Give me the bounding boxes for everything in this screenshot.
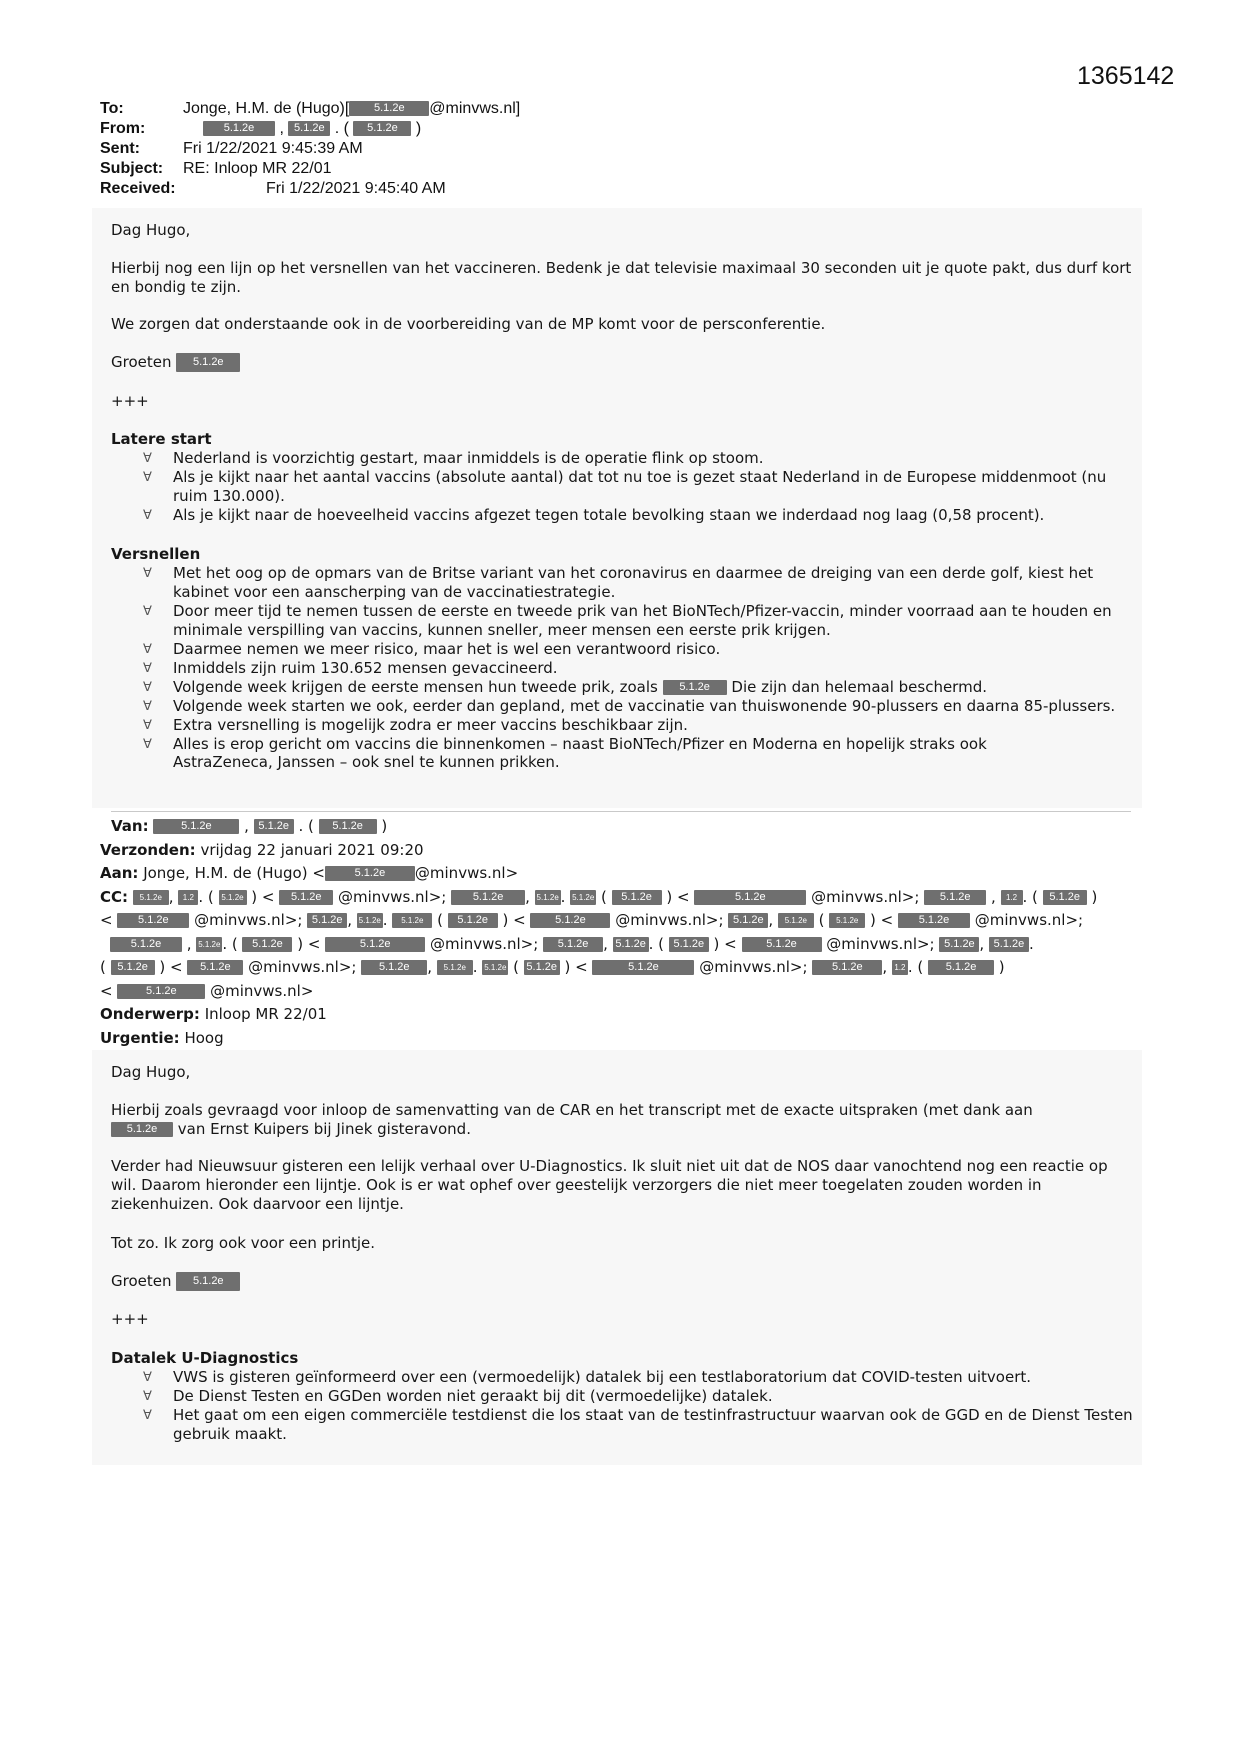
list-item: ∀ De Dienst Testen en GGDen worden niet geraakt bij dit (vermoedelijke) datalek. bbox=[143, 1387, 773, 1405]
bullet-icon: ∀ bbox=[143, 642, 152, 657]
redaction: 5.1.2e bbox=[530, 913, 610, 928]
redaction: 5.1.2e bbox=[203, 121, 275, 136]
list-item: ∀ Volgende week starten we ook, eerder dan gepland, met de vaccinatie van thuiswonende 90-plussers en daarna 85-plussers. bbox=[143, 697, 1116, 715]
redaction: 5.1.2e bbox=[254, 819, 294, 834]
list-item-continuation: AstraZeneca, Janssen – ook snel te kunnen prikken. bbox=[173, 753, 560, 771]
redaction: 5.1.2e bbox=[448, 913, 498, 928]
bullet-icon: ∀ bbox=[143, 680, 152, 695]
list-item: ∀ Het gaat om een eigen commerciële testdienst die los staat van de testinfrastructuur waarvan ook de GGD en de Dienst Testen gebruik maakt. bbox=[143, 1406, 1133, 1443]
redaction: 5.1.2e bbox=[482, 960, 508, 975]
redaction: 1.2 bbox=[892, 960, 908, 975]
redaction: 5.1.2e bbox=[307, 913, 347, 928]
redaction: 5.1.2e bbox=[989, 937, 1029, 952]
section-title: Versnellen bbox=[111, 545, 201, 563]
redaction: 5.1.2e bbox=[928, 960, 994, 975]
redaction: 5.1.2e bbox=[111, 960, 155, 975]
list-item: ∀ Volgende week krijgen de eerste mensen hun tweede prik, zoals 5.1.2e Die zijn dan helemaal beschermd. bbox=[143, 678, 987, 696]
list-item: ∀ Met het oog op de opmars van de Britse variant van het coronavirus en daarmee de dreiging van een derde golf, kiest het kabinet voor een aanscherping van de vaccinatiestrategie. bbox=[143, 564, 1094, 601]
redaction: 5.1.2e bbox=[117, 913, 189, 928]
redaction: 5.1.2e bbox=[357, 913, 383, 928]
redaction: 5.1.2e bbox=[325, 937, 425, 952]
redaction: 5.1.2e bbox=[829, 913, 865, 928]
redaction: 5.1.2e bbox=[242, 937, 292, 952]
received-value: Fri 1/22/2021 9:45:40 AM bbox=[266, 180, 446, 197]
redaction: 5.1.2e bbox=[592, 960, 694, 975]
reply-separator-plus: +++ bbox=[111, 392, 149, 410]
redaction: 5.1.2e bbox=[176, 1272, 240, 1291]
bullet-icon: ∀ bbox=[143, 470, 152, 485]
sent-label: Sent: bbox=[100, 140, 140, 157]
aan-line: Aan: Jonge, H.M. de (Hugo) < 5.1.2e @minvws.nl> bbox=[100, 864, 519, 882]
list-item: ∀ Extra versnelling is mogelijk zodra er meer vaccins beschikbaar zijn. bbox=[143, 716, 688, 734]
message-divider bbox=[111, 811, 1131, 812]
redaction: 5.1.2e bbox=[924, 890, 986, 905]
cc-line: < 5.1.2e @minvws.nl> bbox=[100, 981, 314, 1000]
original-paragraph-2: Verder had Nieuwsuur gisteren een lelijk verhaal over U-Diagnostics. Ik sluit niet uit dat de NOS daar vanochtend nog een reactie op wil. Daarom hieronder een lijntje. Ook is er wat ophef over geestelijk verzorgers die niet meer toegelaten zouden worden in ziekenhuizen. Ook daarvoor een lijntje. bbox=[111, 1157, 1108, 1213]
email-header bbox=[100, 99, 520, 199]
from-label: From: bbox=[100, 120, 146, 137]
from-value: 5.1.2e , 5.1.2e . ( 5.1.2e ) bbox=[183, 119, 421, 139]
section-title: Datalek U-Diagnostics bbox=[111, 1349, 299, 1367]
redaction: 5.1.2e bbox=[353, 121, 411, 136]
redaction: 5.1.2e bbox=[535, 890, 561, 905]
bullet-icon: ∀ bbox=[143, 604, 152, 619]
document-number: 1365142 bbox=[1077, 62, 1175, 90]
section-versnellen bbox=[111, 545, 1136, 772]
to-value: Jonge, H.M. de (Hugo)[ 5.1.2e @minvws.nl] bbox=[183, 100, 521, 117]
van-line: Van: 5.1.2e , 5.1.2e . ( 5.1.2e ) bbox=[111, 817, 388, 835]
reply-paragraph-1: Hierbij nog een lijn op het versnellen van het vaccineren. Bedenk je dat televisie maximaal 30 seconden uit je quote pakt, dus durf kort en bondig te zijn. bbox=[111, 259, 1132, 296]
verzonden-line: Verzonden: vrijdag 22 januari 2021 09:20 bbox=[100, 840, 424, 859]
list-item: ∀ Als je kijkt naar de hoeveelheid vaccins afgezet tegen totale bevolking staan we inderdaad nog laag (0,58 procent). bbox=[143, 506, 1045, 524]
redaction: 5.1.2e bbox=[612, 890, 662, 905]
list-item: ∀ Nederland is voorzichtig gestart, maar inmiddels is de operatie flink op stoom. bbox=[143, 449, 764, 467]
to-label: To: bbox=[100, 100, 124, 117]
section-datalek bbox=[111, 1349, 1136, 1444]
reply-greeting: Dag Hugo, bbox=[111, 221, 191, 239]
redaction: 5.1.2e bbox=[663, 680, 727, 695]
redaction: 5.1.2e bbox=[1043, 890, 1087, 905]
bullet-icon: ∀ bbox=[143, 737, 152, 752]
redaction: 5.1.2e bbox=[898, 913, 970, 928]
redaction: 5.1.2e bbox=[613, 937, 649, 952]
redaction: 5.1.2e bbox=[219, 890, 247, 905]
redaction: 5.1.2e bbox=[361, 960, 427, 975]
redaction: 5.1.2e bbox=[451, 890, 525, 905]
redaction: 5.1.2e bbox=[349, 101, 429, 116]
redaction: 5.1.2e bbox=[669, 937, 709, 952]
original-paragraph-1: Hierbij zoals gevraagd voor inloop de samenvatting van de CAR en het transcript met de exacte uitspraken (met dank aan 5.1.2e van Ernst Kuipers bij Jinek gisteravond. bbox=[111, 1101, 1033, 1138]
redaction: 1.2 bbox=[1001, 890, 1023, 905]
original-signoff: Groeten 5.1.2e bbox=[111, 1272, 1136, 1291]
redaction: 5.1.2e bbox=[153, 819, 239, 834]
reply-paragraph-2: We zorgen dat onderstaande ook in de voorbereiding van de MP komt voor de persconferentie. bbox=[111, 315, 826, 333]
list-item: ∀ Als je kijkt naar het aantal vaccins (absolute aantal) dat tot nu toe is gezet staat Nederland in de Europese middenmoot (nu ruim 130.000). bbox=[143, 468, 1107, 505]
redaction: 5.1.2e bbox=[110, 937, 182, 952]
bullet-icon: ∀ bbox=[143, 1370, 152, 1385]
redaction: 5.1.2e bbox=[570, 890, 596, 905]
subject-label: Subject: bbox=[100, 160, 164, 177]
redaction: 1.2 bbox=[178, 890, 198, 905]
redaction: 5.1.2e bbox=[437, 960, 473, 975]
bullet-icon: ∀ bbox=[143, 661, 152, 676]
section-title: Latere start bbox=[111, 430, 212, 448]
list-item: ∀ Daarmee nemen we meer risico, maar het is wel een verantwoord risico. bbox=[143, 640, 721, 658]
redaction: 5.1.2e bbox=[319, 819, 377, 834]
redaction: 5.1.2e bbox=[939, 937, 979, 952]
redaction: 5.1.2e bbox=[325, 866, 415, 881]
bullet-icon: ∀ bbox=[143, 508, 152, 523]
bullet-icon: ∀ bbox=[143, 718, 152, 733]
redaction: 5.1.2e bbox=[187, 960, 243, 975]
original-greeting: Dag Hugo, bbox=[111, 1063, 191, 1081]
bullet-icon: ∀ bbox=[143, 1389, 152, 1404]
redaction: 5.1.2e bbox=[117, 984, 205, 999]
original-message-header bbox=[100, 815, 1140, 1050]
cc-line: < 5.1.2e @minvws.nl>; 5.1.2e , 5.1.2e . 5.1.2e ( 5.1.2e ) < 5.1.2e @minvws.nl>; 5.1.2e , 5.1.2e ( 5.1.2e ) < 5.1.2e @minvws.nl>; bbox=[100, 911, 1084, 929]
redaction: 5.1.2e bbox=[288, 121, 330, 136]
redaction: 5.1.2e bbox=[524, 960, 560, 975]
redaction: 5.1.2e bbox=[392, 913, 432, 928]
received-label: Received: bbox=[100, 180, 176, 197]
bullet-icon: ∀ bbox=[143, 451, 152, 466]
section-latere-start bbox=[111, 430, 1136, 525]
bullet-icon: ∀ bbox=[143, 566, 152, 581]
onderwerp-line: Onderwerp: Inloop MR 22/01 bbox=[100, 1005, 327, 1023]
redaction: 5.1.2e bbox=[728, 913, 768, 928]
redaction: 5.1.2e bbox=[111, 1122, 173, 1137]
redaction: 5.1.2e bbox=[694, 890, 806, 905]
list-item: ∀ VWS is gisteren geïnformeerd over een (vermoedelijk) datalek bij een testlaboratorium dat COVID-testen uitvoert. bbox=[143, 1368, 1032, 1386]
reply-signoff: Groeten 5.1.2e bbox=[111, 353, 1136, 372]
cc-line: CC: 5.1.2e , 1.2 . ( 5.1.2e ) < 5.1.2e @minvws.nl>; 5.1.2e , 5.1.2e . 5.1.2e ( 5.1.2e ) < 5.1.2e @minvws.nl>; 5.1.2e , 1.2 . ( 5.1.2e ) bbox=[100, 887, 1098, 906]
bullet-icon: ∀ bbox=[143, 1408, 152, 1423]
redaction: 5.1.2e bbox=[778, 913, 814, 928]
original-paragraph-3: Tot zo. Ik zorg ook voor een printje. bbox=[111, 1234, 376, 1252]
original-separator-plus: +++ bbox=[111, 1310, 149, 1328]
list-item: ∀ Inmiddels zijn ruim 130.652 mensen gevaccineerd. bbox=[143, 659, 558, 677]
urgentie-line: Urgentie: Hoog bbox=[100, 1028, 224, 1047]
redaction: 5.1.2e bbox=[176, 353, 240, 372]
redaction: 5.1.2e bbox=[133, 890, 169, 905]
redaction: 5.1.2e bbox=[196, 937, 222, 952]
list-item: ∀ Alles is erop gericht om vaccins die binnenkomen – naast BioNTech/Pfizer en Moderna en hopelijk straks ook bbox=[143, 735, 987, 753]
redaction: 5.1.2e bbox=[742, 937, 822, 952]
cc-line: ( 5.1.2e ) < 5.1.2e @minvws.nl>; 5.1.2e , 5.1.2e . 5.1.2e ( 5.1.2e ) < 5.1.2e @minvws.nl>; 5.1.2e , 1.2 . ( 5.1.2e ) bbox=[100, 958, 1005, 976]
cc-line: 5.1.2e , 5.1.2e . ( 5.1.2e ) < 5.1.2e @minvws.nl>; 5.1.2e , 5.1.2e . ( 5.1.2e ) < 5.1.2e @minvws.nl>; 5.1.2e , 5.1.2e . bbox=[100, 933, 1140, 957]
subject-value: RE: Inloop MR 22/01 bbox=[183, 160, 332, 177]
redaction: 5.1.2e bbox=[279, 890, 333, 905]
list-item: ∀ Door meer tijd te nemen tussen de eerste en tweede prik van het BioNTech/Pfizer-vaccin, minder voorraad aan te houden en minimale verspilling van vaccins, kunnen sneller, meer mensen een eerste prik krijgen. bbox=[143, 602, 1112, 639]
redaction: 5.1.2e bbox=[543, 937, 603, 952]
redaction: 5.1.2e bbox=[812, 960, 882, 975]
sent-value: Fri 1/22/2021 9:45:39 AM bbox=[183, 140, 363, 157]
bullet-icon: ∀ bbox=[143, 699, 152, 714]
